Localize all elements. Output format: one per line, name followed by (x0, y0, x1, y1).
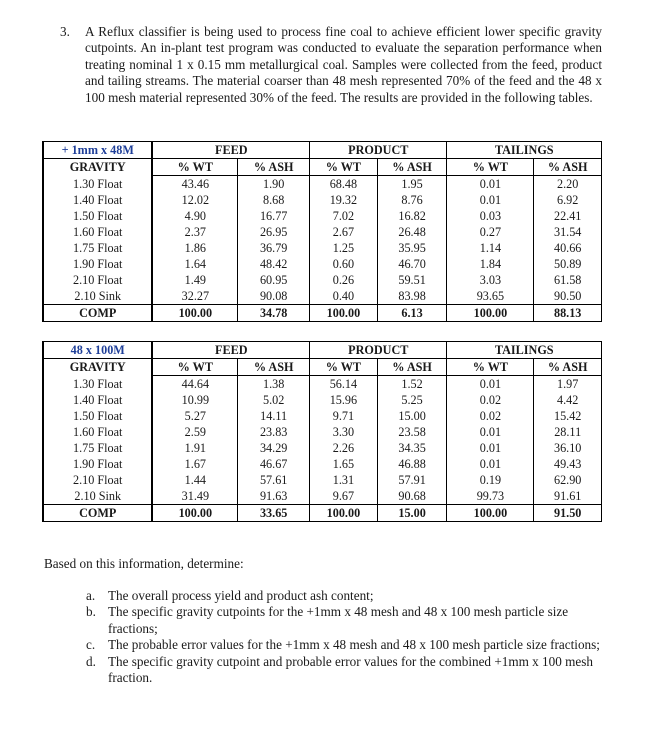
composite-row (43, 504, 601, 521)
tailings-ash-cell: 88.13 (533, 304, 601, 321)
tailings-ash-header: % ASH (533, 159, 601, 176)
product-wt-cell: 19.32 (309, 192, 377, 208)
gravity-cell: 2.10 Float (43, 272, 152, 288)
tailings-wt-cell: 0.01 (446, 376, 533, 392)
feed-ash-cell: 33.65 (237, 504, 309, 521)
tailings-ash-cell: 31.54 (533, 224, 601, 240)
size-fraction-label: 48 x 100M (43, 342, 152, 359)
group-header-row (43, 142, 601, 159)
table-row (43, 272, 601, 288)
table-row (43, 472, 601, 488)
product-wt-cell: 15.96 (309, 392, 377, 408)
gravity-cell: 1.60 Float (43, 224, 152, 240)
tailings-header: TAILINGS (446, 342, 601, 359)
task-item-b (86, 604, 602, 637)
task-letter: a. (86, 588, 96, 603)
gravity-cell: 1.30 Float (43, 376, 152, 392)
table-row (43, 440, 601, 456)
table-row (43, 208, 601, 224)
task-item-a (86, 588, 602, 604)
feed-ash-cell: 8.68 (237, 192, 309, 208)
feed-wt-cell: 1.67 (152, 456, 237, 472)
feed-wt-cell: 31.49 (152, 488, 237, 504)
product-ash-cell: 57.91 (377, 472, 447, 488)
tailings-wt-cell: 0.03 (446, 208, 533, 224)
feed-wt-cell: 4.90 (152, 208, 237, 224)
feed-wt-cell: 10.99 (152, 392, 237, 408)
product-ash-cell: 15.00 (377, 504, 447, 521)
tailings-wt-cell: 0.01 (446, 192, 533, 208)
product-ash-header: % ASH (377, 159, 447, 176)
feed-ash-cell: 60.95 (237, 272, 309, 288)
tailings-wt-header: % WT (446, 159, 533, 176)
task-letter: b. (86, 604, 96, 620)
gravity-cell: 2.10 Sink (43, 288, 152, 304)
tailings-ash-cell: 28.11 (533, 424, 601, 440)
feed-ash-cell: 48.42 (237, 256, 309, 272)
feed-wt-cell: 2.37 (152, 224, 237, 240)
feed-wt-cell: 1.91 (152, 440, 237, 456)
table-row (43, 488, 601, 504)
table-row (43, 376, 601, 392)
product-wt-cell: 9.71 (309, 408, 377, 424)
tailings-ash-cell: 1.97 (533, 376, 601, 392)
feed-ash-cell: 91.63 (237, 488, 309, 504)
feed-wt-cell: 1.86 (152, 240, 237, 256)
problem-number: 3. (60, 24, 70, 39)
table-row (43, 240, 601, 256)
gravity-cell: 2.10 Float (43, 472, 152, 488)
feed-ash-cell: 16.77 (237, 208, 309, 224)
product-ash-cell: 35.95 (377, 240, 447, 256)
gravity-cell: 1.75 Float (43, 240, 152, 256)
table-row (43, 192, 601, 208)
tailings-ash-cell: 2.20 (533, 176, 601, 192)
product-ash-cell: 16.82 (377, 208, 447, 224)
tailings-wt-cell: 0.01 (446, 456, 533, 472)
tailings-wt-cell: 0.02 (446, 408, 533, 424)
tailings-wt-cell: 1.14 (446, 240, 533, 256)
product-wt-cell: 1.25 (309, 240, 377, 256)
product-wt-cell: 0.40 (309, 288, 377, 304)
gravity-cell: 1.90 Float (43, 256, 152, 272)
table-coarse-fraction (42, 141, 602, 322)
product-ash-cell: 6.13 (377, 304, 447, 321)
column-header-row (43, 159, 601, 176)
product-ash-cell: 34.35 (377, 440, 447, 456)
product-wt-cell: 1.31 (309, 472, 377, 488)
product-wt-cell: 68.48 (309, 176, 377, 192)
tailings-wt-cell: 0.01 (446, 176, 533, 192)
task-list (86, 588, 602, 686)
gravity-cell: 1.30 Float (43, 176, 152, 192)
tailings-ash-cell: 40.66 (533, 240, 601, 256)
feed-ash-cell: 57.61 (237, 472, 309, 488)
product-wt-header: % WT (309, 359, 377, 376)
product-ash-cell: 46.70 (377, 256, 447, 272)
product-ash-cell: 15.00 (377, 408, 447, 424)
gravity-cell: 1.40 Float (43, 192, 152, 208)
tailings-wt-cell: 3.03 (446, 272, 533, 288)
product-ash-cell: 90.68 (377, 488, 447, 504)
feed-ash-header: % ASH (237, 159, 309, 176)
product-ash-cell: 26.48 (377, 224, 447, 240)
table-row (43, 224, 601, 240)
task-item-d (86, 654, 602, 687)
tailings-wt-cell: 99.73 (446, 488, 533, 504)
product-header: PRODUCT (309, 342, 446, 359)
task-text: The specific gravity cutpoint and probable error values for the combined +1mm x 100 mesh fraction. (108, 653, 593, 686)
feed-ash-cell: 5.02 (237, 392, 309, 408)
product-ash-cell: 23.58 (377, 424, 447, 440)
group-header-row (43, 342, 601, 359)
composite-label: COMP (43, 504, 152, 521)
gravity-header: GRAVITY (43, 359, 152, 376)
tailings-wt-cell: 100.00 (446, 304, 533, 321)
feed-wt-header: % WT (152, 159, 237, 176)
feed-ash-cell: 23.83 (237, 424, 309, 440)
tailings-ash-cell: 6.92 (533, 192, 601, 208)
task-letter: d. (86, 653, 96, 669)
feed-ash-cell: 34.78 (237, 304, 309, 321)
tailings-ash-cell: 62.90 (533, 472, 601, 488)
product-ash-cell: 59.51 (377, 272, 447, 288)
tailings-wt-cell: 0.01 (446, 424, 533, 440)
feed-wt-header: % WT (152, 359, 237, 376)
feed-wt-cell: 5.27 (152, 408, 237, 424)
tailings-wt-cell: 0.27 (446, 224, 533, 240)
table-row (43, 424, 601, 440)
gravity-cell: 2.10 Sink (43, 488, 152, 504)
tailings-ash-cell: 50.89 (533, 256, 601, 272)
table-row (43, 256, 601, 272)
problem-text: A Reflux classifier is being used to process fine coal to achieve efficient lower specific gravity cutpoints. An in-plant test program was conducted to evaluate the separation performance when treating nominal 1 x 0.15 mm metallurgical coal. Samples were collected from the feed, product and tailing streams. The material coarser than 48 mesh represented 70% of the feed and the 48 x 100 mesh material represented 30% of the feed. The results are provided in the following tables. (85, 24, 602, 105)
feed-wt-cell: 1.64 (152, 256, 237, 272)
task-text: The specific gravity cutpoints for the +1mm x 48 mesh and 48 x 100 mesh particle size fractions; (108, 604, 569, 636)
product-wt-header: % WT (309, 159, 377, 176)
problem-statement (60, 24, 602, 106)
feed-wt-cell: 100.00 (152, 304, 237, 321)
size-fraction-label: + 1mm x 48M (43, 142, 152, 159)
tailings-ash-cell: 90.50 (533, 288, 601, 304)
feed-ash-cell: 90.08 (237, 288, 309, 304)
task-letter: c. (86, 637, 96, 653)
tailings-wt-cell: 0.19 (446, 472, 533, 488)
product-wt-cell: 100.00 (309, 504, 377, 521)
composite-row (43, 304, 601, 321)
product-ash-cell: 46.88 (377, 456, 447, 472)
gravity-cell: 1.40 Float (43, 392, 152, 408)
product-ash-cell: 8.76 (377, 192, 447, 208)
tailings-ash-cell: 22.41 (533, 208, 601, 224)
task-text: The probable error values for the +1mm x 48 mesh and 48 x 100 mesh particle size fractions; (108, 637, 600, 653)
product-ash-cell: 5.25 (377, 392, 447, 408)
task-text: The overall process yield and product ash content; (108, 588, 374, 603)
feed-wt-cell: 43.46 (152, 176, 237, 192)
table-fine-fraction (42, 341, 602, 522)
table-row (43, 408, 601, 424)
gravity-cell: 1.50 Float (43, 208, 152, 224)
intro-text: Based on this information, determine: (44, 556, 244, 571)
composite-label: COMP (43, 304, 152, 321)
gravity-header: GRAVITY (43, 159, 152, 176)
product-wt-cell: 9.67 (309, 488, 377, 504)
product-wt-cell: 0.26 (309, 272, 377, 288)
product-wt-cell: 56.14 (309, 376, 377, 392)
tailings-wt-cell: 0.01 (446, 440, 533, 456)
product-ash-cell: 83.98 (377, 288, 447, 304)
tailings-wt-cell: 1.84 (446, 256, 533, 272)
tailings-ash-cell: 91.61 (533, 488, 601, 504)
product-ash-cell: 1.95 (377, 176, 447, 192)
column-header-row (43, 359, 601, 376)
feed-ash-cell: 26.95 (237, 224, 309, 240)
tailings-wt-cell: 93.65 (446, 288, 533, 304)
product-wt-cell: 100.00 (309, 304, 377, 321)
product-wt-cell: 0.60 (309, 256, 377, 272)
feed-wt-cell: 32.27 (152, 288, 237, 304)
gravity-cell: 1.50 Float (43, 408, 152, 424)
feed-ash-cell: 14.11 (237, 408, 309, 424)
tailings-ash-header: % ASH (533, 359, 601, 376)
feed-ash-cell: 1.90 (237, 176, 309, 192)
table-row (43, 392, 601, 408)
feed-wt-cell: 1.49 (152, 272, 237, 288)
gravity-cell: 1.75 Float (43, 440, 152, 456)
feed-ash-header: % ASH (237, 359, 309, 376)
feed-wt-cell: 12.02 (152, 192, 237, 208)
feed-wt-cell: 44.64 (152, 376, 237, 392)
feed-ash-cell: 46.67 (237, 456, 309, 472)
tailings-ash-cell: 4.42 (533, 392, 601, 408)
product-ash-header: % ASH (377, 359, 447, 376)
tailings-wt-header: % WT (446, 359, 533, 376)
product-ash-cell: 1.52 (377, 376, 447, 392)
product-wt-cell: 1.65 (309, 456, 377, 472)
feed-wt-cell: 100.00 (152, 504, 237, 521)
tailings-header: TAILINGS (446, 142, 601, 159)
tailings-ash-cell: 49.43 (533, 456, 601, 472)
product-wt-cell: 7.02 (309, 208, 377, 224)
task-item-c (86, 637, 602, 653)
feed-header: FEED (152, 142, 309, 159)
gravity-cell: 1.60 Float (43, 424, 152, 440)
table-row (43, 456, 601, 472)
feed-wt-cell: 1.44 (152, 472, 237, 488)
tailings-ash-cell: 36.10 (533, 440, 601, 456)
tailings-ash-cell: 91.50 (533, 504, 601, 521)
gravity-cell: 1.90 Float (43, 456, 152, 472)
product-wt-cell: 2.67 (309, 224, 377, 240)
product-header: PRODUCT (309, 142, 446, 159)
tailings-wt-cell: 100.00 (446, 504, 533, 521)
table-row (43, 176, 601, 192)
feed-header: FEED (152, 342, 309, 359)
tailings-wt-cell: 0.02 (446, 392, 533, 408)
feed-ash-cell: 36.79 (237, 240, 309, 256)
feed-ash-cell: 1.38 (237, 376, 309, 392)
feed-wt-cell: 2.59 (152, 424, 237, 440)
table-row (43, 288, 601, 304)
product-wt-cell: 3.30 (309, 424, 377, 440)
tailings-ash-cell: 15.42 (533, 408, 601, 424)
tailings-ash-cell: 61.58 (533, 272, 601, 288)
product-wt-cell: 2.26 (309, 440, 377, 456)
feed-ash-cell: 34.29 (237, 440, 309, 456)
